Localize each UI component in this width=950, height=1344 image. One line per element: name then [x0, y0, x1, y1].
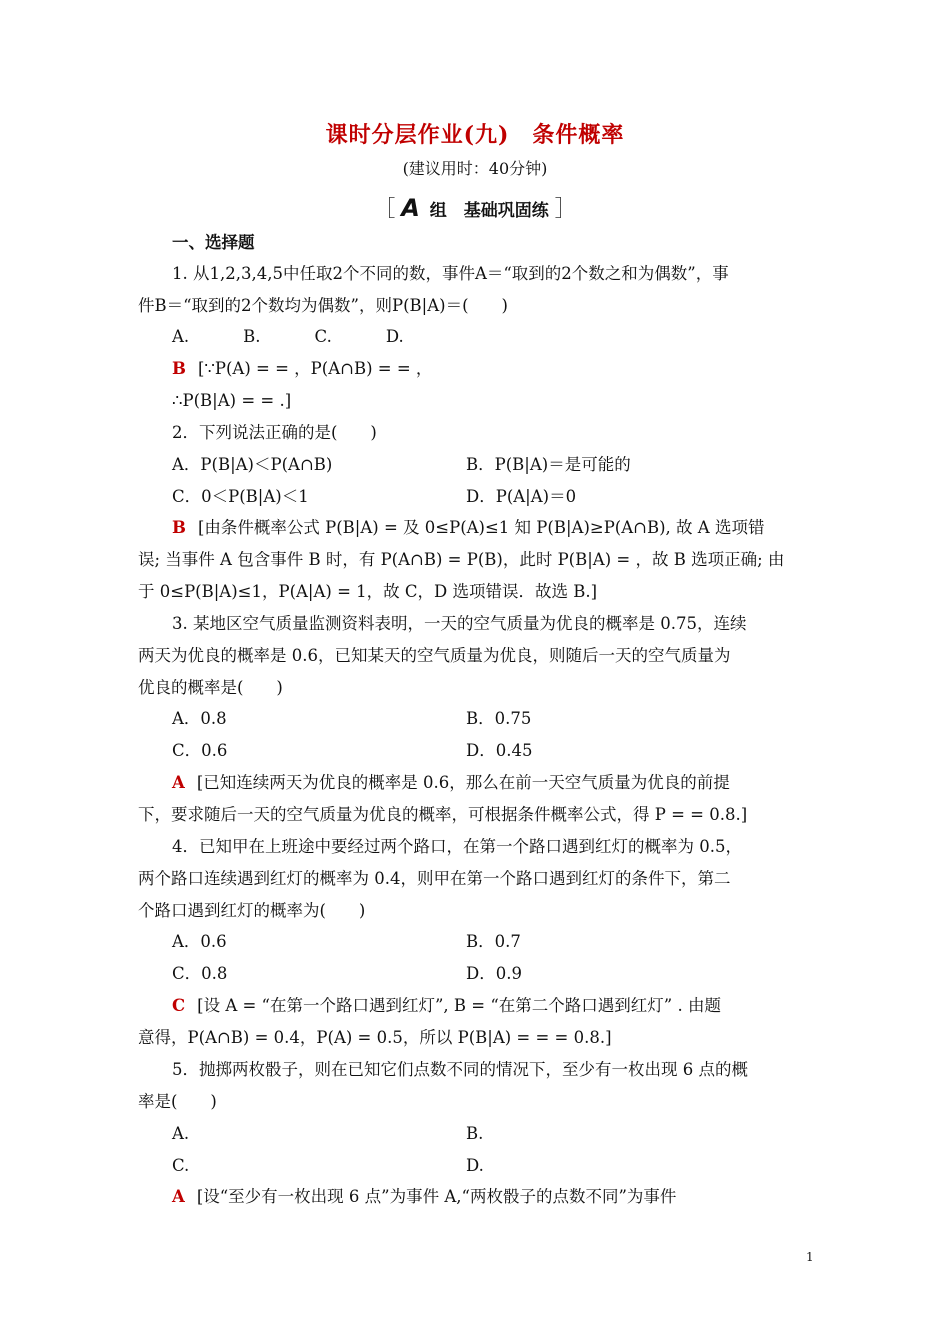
q1-option-c: C.	[314, 327, 332, 346]
q5-option-c: C.	[172, 1156, 190, 1175]
page-number: 1	[806, 1250, 814, 1264]
q5-text-line1: 5．抛掷两枚骰子，则在已知它们点数不同的情况下，至少有一枚出现 6 点的概	[172, 1060, 748, 1079]
q3-explanation-line1	[172, 772, 852, 794]
q1-text-line1: 1. 从1,2,3,4,5中任取2个不同的数，事件A＝“取到的2个数之和为偶数”，事	[172, 264, 729, 283]
q2-explanation-line1	[172, 517, 852, 539]
q4-explanation-line2: 意得，P(A∩B) = 0.4，P(A) = 0.5，所以 P(B|A) = = = 0.8.]	[138, 1028, 612, 1047]
q4-option-c: C．0.8	[172, 964, 228, 983]
q2-explanation-line2: 误; 当事件 A 包含事件 B 时，有 P(A∩B) = P(B)，此时 P(B|A) = ，故 B 选项正确; 由	[138, 550, 785, 569]
q3-text-line1: 3. 某地区空气质量监测资料表明，一天的空气质量为优良的概率是 0.75，连续	[172, 614, 747, 633]
q3-explanation-line2: 下，要求随后一天的空气质量为优良的概率，可根据条件概率公式，得 P = = 0.8.]	[138, 805, 748, 824]
q1-answer: B	[172, 359, 186, 378]
q3-option-c: C．0.6	[172, 741, 228, 760]
q5-answer: A	[172, 1187, 185, 1206]
q3-text-line2: 两天为优良的概率是 0.6，已知某天的空气质量为优良，则随后一天的空气质量为	[138, 646, 731, 665]
q5-option-b: B.	[466, 1124, 484, 1143]
q1-options	[172, 326, 852, 348]
q3-option-a: A．0.8	[172, 709, 227, 728]
q2-option-d: D．P(A|A)＝0	[466, 487, 577, 506]
section-heading: 一、选择题	[172, 233, 255, 252]
page-title: 课时分层作业(九) 条件概率	[325, 122, 625, 148]
q4-explanation-text1: [设 A = “在第一个路口遇到红灯”, B = “在第二个路口遇到红灯” . 由题	[197, 996, 721, 1015]
group-heading	[0, 192, 950, 223]
q1-option-d: D.	[385, 327, 404, 346]
q1-text-line2: 件B＝“取到的2个数均为偶数”，则P(B|A)＝( )	[138, 296, 508, 315]
q4-text-line3: 个路口遇到红灯的概率为( )	[138, 901, 366, 920]
group-label: 组 基础巩固练	[429, 201, 549, 221]
left-bracket: ［	[373, 197, 396, 222]
right-bracket: ］	[554, 197, 577, 222]
q5-explanation-line1	[172, 1186, 852, 1208]
q5-text-line2: 率是( )	[138, 1092, 217, 1111]
q3-option-b: B．0.75	[466, 709, 532, 728]
q3-answer: A	[172, 773, 185, 792]
q3-option-d: D．0.45	[466, 741, 533, 760]
q2-explanation-text1: [由条件概率公式 P(B|A) = 及 0≤P(A)≤1 知 P(B|A)≥P(A∩B), 故 A 选项错	[197, 518, 765, 537]
q4-explanation-line1	[172, 995, 852, 1017]
q2-option-c: C．0＜P(B|A)＜1	[172, 487, 309, 506]
q4-option-d: D．0.9	[466, 964, 522, 983]
q2-explanation-line3: 于 0≤P(B|A)≤1，P(A|A) = 1，故 C，D 选项错误．故选 B.]	[138, 582, 598, 601]
q2-text: 2．下列说法正确的是( )	[172, 423, 377, 442]
q1-explanation-text1: [∵P(A) = = ，P(A∩B) = = ，	[197, 359, 433, 378]
q2-answer: B	[172, 518, 186, 537]
q4-answer: C	[172, 996, 186, 1015]
q1-option-b: B.	[243, 327, 261, 346]
q2-option-b: B．P(B|A)＝是可能的	[466, 455, 631, 474]
q1-explanation-line2: ∴P(B|A) = = .]	[172, 391, 292, 410]
q5-option-d: D.	[466, 1156, 484, 1175]
q3-text-line3: 优良的概率是( )	[138, 678, 283, 697]
q1-option-a: A.	[172, 327, 190, 346]
q4-text-line2: 两个路口连续遇到红灯的概率为 0.4，则甲在第一个路口遇到红灯的条件下，第二	[138, 869, 731, 888]
q4-option-b: B．0.7	[466, 932, 521, 951]
q2-option-a: A．P(B|A)＜P(A∩B)	[172, 455, 333, 474]
group-letter: A	[401, 194, 420, 222]
q3-explanation-text1: [已知连续两天为优良的概率是 0.6，那么在前一天空气质量为优良的前提	[196, 773, 730, 792]
q4-option-a: A．0.6	[172, 932, 227, 951]
q5-explanation-text1: [设“至少有一枚出现 6 点”为事件 A,“两枚骰子的点数不同”为事件	[196, 1187, 677, 1206]
q1-explanation-line1	[172, 358, 852, 380]
q4-text-line1: 4．已知甲在上班途中要经过两个路口，在第一个路口遇到红灯的概率为 0.5，	[172, 837, 742, 856]
q5-option-a: A.	[172, 1124, 190, 1143]
suggested-time: (建议用时：40分钟)	[402, 159, 548, 178]
